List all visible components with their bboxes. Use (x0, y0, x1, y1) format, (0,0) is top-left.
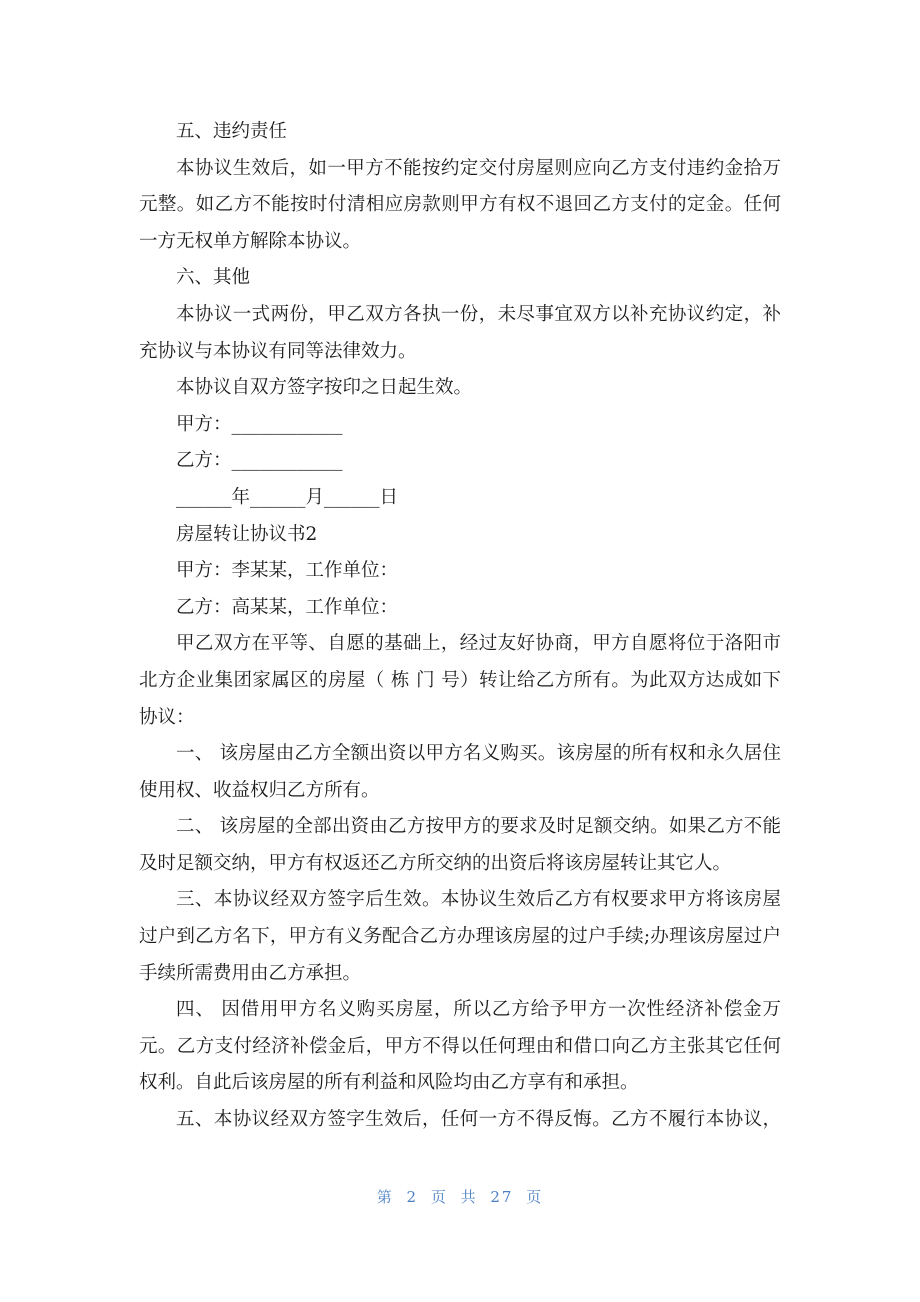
signature-party-b: 乙方：____________ (176, 450, 343, 472)
party-a-info: 甲方：李某某，工作单位： (176, 560, 399, 582)
signature-party-a: 甲方：____________ (176, 413, 343, 435)
paragraph-effective: 本协议自双方签字按印之日起生效。 (176, 377, 473, 399)
document-body (139, 114, 781, 1139)
clause-3: 三、本协议经双方签字后生效。本协议生效后乙方有权要求甲方将该房屋过户到乙方名下，甲方有义务配合乙方办理该房屋的过户手续;办理该房屋过户手续所需费用由乙方承担。 (139, 889, 781, 984)
paragraph-breach-terms: 本协议生效后，如一甲方不能按约定交付房屋则应向乙方支付违约金拾万元整。如乙方不能按时付清相应房款则甲方有权不退回乙方支付的定金。任何一方无权单方解除本协议。 (139, 157, 781, 252)
signature-date: ______年______月______日 (176, 486, 399, 508)
clause-1: 一、 该房屋由乙方全额出资以甲方名义购买。该房屋的所有权和永久居住使用权、收益权归乙方所有。 (139, 743, 781, 801)
agreement-title-2: 房屋转让协议书2 (176, 523, 318, 545)
clause-5: 五、本协议经双方签字生效后，任何一方不得反悔。乙方不履行本协议， (176, 1109, 781, 1131)
party-b-info: 乙方：高某某，工作单位： (176, 596, 399, 618)
section-heading-other: 六、其他 (176, 267, 251, 289)
clause-4: 四、 因借用甲方名义购买房屋，所以乙方给予甲方一次性经济补偿金万元。乙方支付经济补偿金后，甲方不得以任何理由和借口向乙方主张其它任何权利。自此后该房屋的所有利益和风险均由乙方享有和承担。 (139, 999, 781, 1094)
paragraph-preamble: 甲乙双方在平等、自愿的基础上，经过友好协商，甲方自愿将位于洛阳市北方企业集团家属区的房屋（ 栋 门 号）转让给乙方所有。为此双方达成如下协议： (139, 633, 781, 728)
clause-2: 二、 该房屋的全部出资由乙方按甲方的要求及时足额交纳。如果乙方不能及时足额交纳，甲方有权返还乙方所交纳的出资后将该房屋转让其它人。 (139, 816, 781, 874)
page-number-footer: 第 2 页 共 27 页 (376, 1188, 544, 1206)
paragraph-copies: 本协议一式两份，甲乙双方各执一份，未尽事宜双方以补充协议约定，补充协议与本协议有同等法律效力。 (139, 303, 781, 362)
section-heading-breach: 五、违约责任 (176, 121, 288, 142)
